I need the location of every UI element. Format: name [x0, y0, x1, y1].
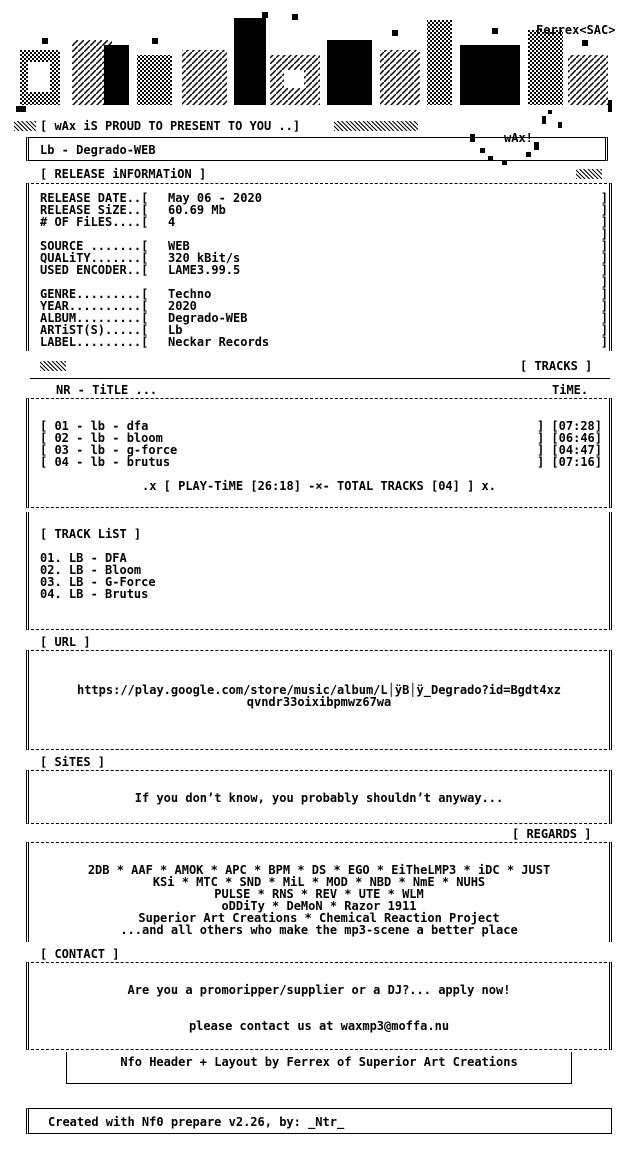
url-link-line1[interactable]: https://play.google.com/store/music/album/L│ÿB│ÿ_Degrado?id=Bgdt4xz: [76, 683, 562, 697]
info-label: QUALiTY.......[: [40, 251, 149, 265]
shade-bar: [334, 121, 418, 131]
info-bracket: ]: [600, 215, 608, 229]
col-time: TiME.: [552, 383, 589, 397]
info-bracket: ]: [600, 299, 608, 313]
info-label: RELEASE DATE..[: [40, 191, 149, 205]
info-value: 60.69 Mb: [168, 203, 226, 217]
track-time: ] [07:28]: [536, 419, 602, 433]
regards-line: oDDiTy * DeMoN * Razor 1911: [221, 899, 417, 913]
layout-credit: Nfo Header + Layout by Ferrex of Superior Art Creations: [120, 1055, 518, 1069]
shade-bar: [40, 361, 66, 371]
info-bracket: ]: [600, 323, 608, 337]
credit-text: Ferrex<SAC>: [536, 23, 616, 37]
track-table: [40, 420, 602, 468]
regards-line: KSi * MTC * SND * MiL * MOD * NBD * NmE * NUHS: [152, 875, 486, 889]
track-row: [40, 456, 602, 468]
shade-bar: [576, 169, 602, 179]
info-value: Degrado-WEB: [168, 311, 248, 325]
release-info-heading: [ RELEASE iNFORMATiON ]: [40, 167, 207, 181]
regards-line: 2DB * AAF * AMOK * APC * BPM * DS * EGO * EiTheLMP3 * iDC * JUST: [87, 863, 551, 877]
info-value: LAME3.99.5: [168, 263, 241, 277]
info-bracket: ]: [600, 239, 608, 253]
regards-heading: [ REGARDS ]: [512, 827, 592, 841]
track-list-item: 03. LB - G-Force: [40, 575, 156, 589]
info-value: Lb: [168, 323, 183, 337]
info-bracket: ]: [600, 275, 608, 289]
info-row: [40, 216, 608, 228]
track-time: ] [04:47]: [536, 443, 602, 457]
track-title: [ 02 - lb - bloom: [40, 431, 163, 445]
info-value: 2020: [168, 299, 197, 313]
url-heading: [ URL ]: [40, 635, 91, 649]
track-title: [ 04 - lb - brutus: [40, 455, 171, 469]
regards-line: PULSE * RNS * REV * UTE * WLM: [214, 887, 424, 901]
track-title: [ 03 - lb - g-force: [40, 443, 178, 457]
track-list-item: 04. LB - Brutus: [40, 587, 149, 601]
release-info-table: [40, 192, 608, 348]
contact-email[interactable]: please contact us at waxmp3@moffa.nu: [188, 1019, 450, 1033]
info-bracket: ]: [600, 287, 608, 301]
info-value: Neckar Records: [168, 335, 270, 349]
wax-tag: wAx!: [504, 131, 533, 145]
regards-line: ...and all others who make the mp3-scene a better place: [120, 923, 518, 937]
info-bracket: ]: [600, 227, 608, 241]
track-time: ] [06:46]: [536, 431, 602, 445]
info-label: ARTiST(S).....[: [40, 323, 149, 337]
contact-line: Are you a promoripper/supplier or a DJ?... apply now!: [127, 983, 511, 997]
info-label: RELEASE SiZE..[: [40, 203, 149, 217]
info-label: GENRE.........[: [40, 287, 149, 301]
info-bracket: ]: [600, 251, 608, 265]
contact-heading: [ CONTACT ]: [40, 947, 120, 961]
regards-line: Superior Art Creations * Chemical Reaction Project: [138, 911, 500, 925]
info-value: Techno: [168, 287, 212, 301]
info-label: YEAR..........[: [40, 299, 149, 313]
info-row: [40, 336, 608, 348]
info-label: ALBUM.........[: [40, 311, 149, 325]
col-nr-title: NR - TiTLE ...: [56, 383, 158, 397]
info-bracket: ]: [600, 335, 608, 349]
info-label: LABEL.........[: [40, 335, 149, 349]
track-list-item: 02. LB - Bloom: [40, 563, 142, 577]
info-bracket: ]: [600, 203, 608, 217]
tracks-heading: [ TRACKS ]: [520, 359, 593, 373]
info-value: 4: [168, 215, 176, 229]
release-title: Lb - Degrado-WEB: [40, 143, 156, 157]
info-row: [40, 264, 608, 276]
present-line: [ wAx iS PROUD TO PRESENT TO YOU ..]: [40, 119, 301, 133]
sites-heading: [ SiTES ]: [40, 755, 106, 769]
info-bracket: ]: [600, 311, 608, 325]
divider: [30, 378, 610, 379]
play-time-summary: .x [ PLAY-TiME [26:18] -×- TOTAL TRACKS [04] ] x.: [141, 479, 496, 493]
contact-box: [26, 962, 612, 1050]
info-value: WEB: [168, 239, 190, 253]
info-bracket: ]: [600, 191, 608, 205]
wax-logo-art: [12, 10, 612, 120]
url-link-line2[interactable]: qvndr33oixibpmwz67wa: [246, 695, 392, 709]
created-with-text: Created with Nf0 prepare v2.26, by: _Ntr_: [48, 1115, 345, 1129]
info-bracket: ]: [600, 263, 608, 277]
info-label: SOURCE .......[: [40, 239, 149, 253]
info-value: May 06 - 2020: [168, 191, 262, 205]
track-title: [ 01 - lb - dfa: [40, 419, 149, 433]
info-value: 320 kBit/s: [168, 251, 241, 265]
track-list-item: 01. LB - DFA: [40, 551, 127, 565]
info-label: USED ENCODER..[: [40, 263, 149, 277]
info-label: # OF FiLES....[: [40, 215, 149, 229]
track-list-heading: [ TRACK LiST ]: [40, 527, 142, 541]
track-time: ] [07:16]: [536, 455, 602, 469]
sites-text: If you don’t know, you probably shouldn’t anyway...: [134, 791, 504, 805]
shade-bar: [14, 121, 36, 131]
